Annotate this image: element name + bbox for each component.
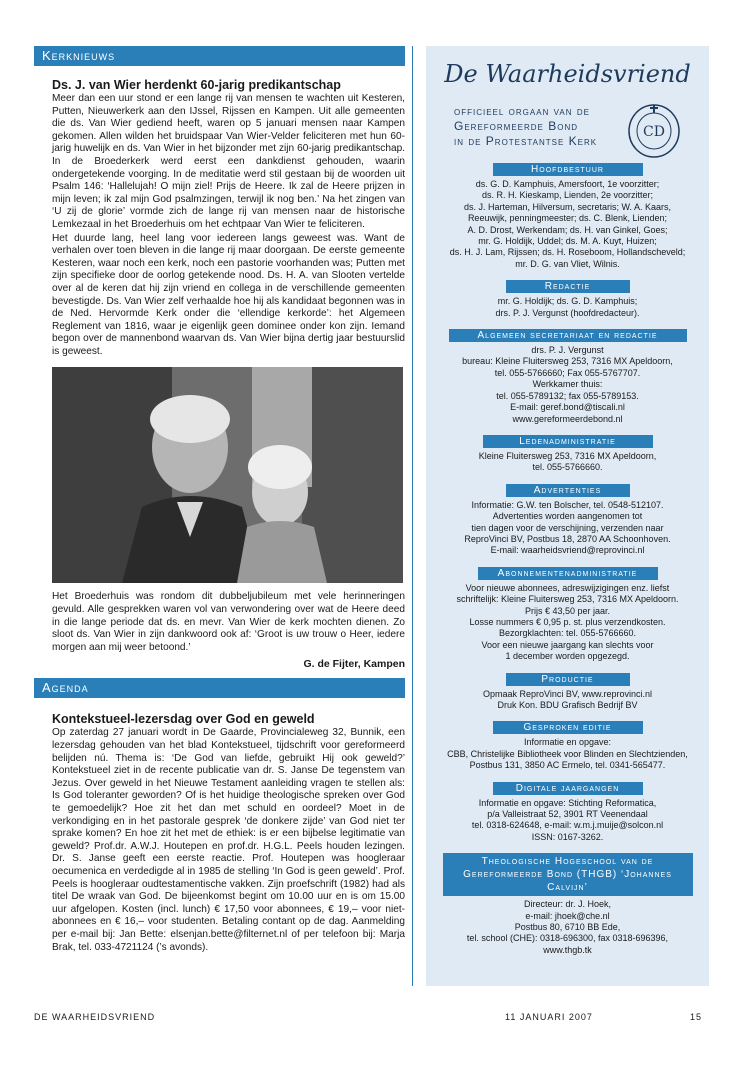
masthead-line: Bezorgklachten: tel. 055-5766660. xyxy=(498,628,637,639)
subtitle-line: Gereformeerde Bond xyxy=(454,119,579,133)
masthead-line: Postbus 80, 6710 BB Ede, xyxy=(514,922,621,933)
masthead-line: schriftelijk: Kleine Fluitersweg 253, 7316 MX Apeldoorn. xyxy=(456,594,679,605)
masthead-section-body xyxy=(426,798,709,844)
masthead-line: tel. 055-5789132; fax 055-5789153. xyxy=(496,390,639,401)
masthead-line: www.gereformeerdebond.nl xyxy=(512,413,623,424)
footer-page-number: 15 xyxy=(690,1012,703,1022)
masthead-line: www.thgb.tk xyxy=(543,944,592,955)
masthead-line: mr. G. Holdijk, Uddel; ds. M. A. Kuyt, Huizen; xyxy=(478,236,657,247)
masthead-line: Reeuwijk, penningmeester; ds. C. Blenk, Lienden; xyxy=(467,213,668,224)
couple-photo-icon xyxy=(52,367,403,583)
masthead-line: Losse nummers € 0,95 p. st. plus verzendkosten. xyxy=(469,616,666,627)
masthead-line: Voor een nieuwe jaargang kan slechts voor xyxy=(481,639,654,650)
masthead-line: E-mail: waarheidsvriend@reprovinci.nl xyxy=(490,545,645,556)
masthead-panel xyxy=(426,46,709,986)
masthead-section-header: Redactie xyxy=(506,280,630,293)
masthead-title: De Waarheidsvriend xyxy=(444,60,691,88)
masthead-section-body xyxy=(426,899,709,956)
masthead-line: ISSN: 0167-3262. xyxy=(531,831,604,842)
masthead-line: ds. J. Harteman, Hilversum, secretaris; W. A. Kaars, xyxy=(463,201,672,212)
masthead-section-body xyxy=(426,689,709,712)
masthead-line: Druk Kon. BDU Grafisch Bedrijf BV xyxy=(497,700,638,710)
photo-caption: Het Broederhuis was rondom dit dubbeljubileum met vele herinneringen gevuld. Alle gesprekken waren vol van verwondering over wat de Heere deed in die lange periode dat ds. en mevr. Van Wier de kerk mochten dienen. Zo sloot ds. Van Wier in zijn dankwoord ook af: ‘Groot is uw trouw o Heer, iedere morgen aan mij weer betoond.’ xyxy=(52,591,405,653)
masthead-sections xyxy=(426,163,709,956)
kerknieuws-header: Kerknieuws xyxy=(34,46,405,66)
masthead-line: Voor nieuwe abonnees, adreswijzigingen enz. liefst xyxy=(465,582,670,593)
masthead-section-header: Ledenadministratie xyxy=(483,435,653,448)
masthead-section-header: Advertenties xyxy=(506,484,630,497)
masthead-line: A. D. Drost, Werkendam; ds. H. van Ginkel, Goes; xyxy=(467,224,668,235)
masthead-line: Opmaak ReproVinci BV, www.reprovinci.nl xyxy=(482,688,653,699)
masthead-section-header: Theologische Hogeschool van de Gereformeerde Bond (THGB) ‘Johannes Calvijn’ xyxy=(443,853,693,896)
masthead-line: ds. R. H. Kieskamp, Lienden, 2e voorzitter; xyxy=(481,190,654,201)
agenda-header: Agenda xyxy=(34,678,405,698)
masthead-line: Prijs € 43,50 per jaar. xyxy=(524,605,611,616)
masthead-line: drs. P. J. Vergunst xyxy=(531,345,604,356)
masthead-section-body xyxy=(426,179,709,270)
article-paragraph-1: Meer dan een uur stond er een lange rij van mensen te wachten uit Kesteren, Putten, Nieuwerkerk aan den IJssel, Rijssen en Kampen. Uit alle gemeenten die ds. Van Wier gediend heeft, waren op 5 januari mensen naar Kampen gekomen. Allen wilden het bruidspaar Van Wier-Velder feliciteren met hun 60-jarig huwelijk en ds. Van Wier in het bijzonder met zijn 60-jarig predikantschap. In de Broederkerk werd eerst een dankdienst gehouden, waarin ondergetekende voorging. In de meditatie werd stil gestaan bij de woorden uit Psalm 146: ‘Hallelujah! O mijn ziel! Prijs de Heere. Ik zal de Heere prijzen in mijn leven; ik zal mijn God psalmzingen, terwijl ik nog ben.’ Na het zingen van ‘U zij de glorie’ vormde zich de lange rij van mensen naar de historische Lemkezaal in het Broederhuis om het echtpaar Van Wier te feliciteren. xyxy=(52,93,405,230)
masthead-section-header: Algemeen secretariaat en redactie xyxy=(449,329,687,342)
masthead-line: tel. 055-5766660; Fax 055-5767707. xyxy=(494,367,641,378)
masthead-subtitle xyxy=(454,104,624,149)
masthead-section-header: Hoofdbestuur xyxy=(493,163,643,176)
masthead-section-body xyxy=(426,583,709,663)
subtitle-line: officieel orgaan van de xyxy=(454,104,590,118)
masthead-line: Advertenties worden aangenomen tot xyxy=(492,511,643,522)
agenda-body: Op zaterdag 27 januari wordt in De Gaarde, Provincialeweg 32, Bunnik, een lezersdag gehouden van het blad Kontekstueel, tijdschrift voor gereformeerd belijden nú. Thema is: ‘De God van liefde, gebruikt Hij ook geweld?’ Kontekstueel ziet in de recente publicatie van dr. S. Janse De tegenstem van Jezus. Over geweld in het Nieuwe Testament aanleiding vragen te stellen als: Is God toleranter geworden? Of is het huidige theologische spreken over God te gemoedelijk? Hoe zit het dan met schuld en oordeel? Moet in de verkondiging en in het pastorale gesprek ‘de donkere zijde’ van God niet ter sprake komen? En hoe zit het met de ethiek: is er een bijbelse legitimatie van geweld? Prof.dr. A.W.J. Houtepen en prof.dr. H.G.L. Peels houden lezingen. Dr. S. Janse geeft een eerste reactie. Prof. Houtepen was hoogleraar oecumenica en verdedigde al in 1985 de stelling ‘In God is geen geweld’. Prof. Peels is hoogleraar oudtestamentische vakken. Zijn proefschrift (1982) had als titel De wraak van God. De bijeenkomst begint om 10.00 uur en is om 15.00 uur afgelopen. Kosten (incl. lunch) € 17,50 voor abonnees, € 19,– voor niet-abonnees en € 16,– voor studenten. Betaling contant op de dag. Aanmelding per e-mail bij: Jan Bette: elsenjan.bette@filternet.nl of per telefoon bij: Marja Brak, tel. 033-4721124 (’s avonds). xyxy=(52,727,405,953)
masthead-section-body xyxy=(426,345,709,425)
masthead-line: 1 december worden opgezegd. xyxy=(505,651,630,662)
masthead-line: Informatie en opgave: xyxy=(523,737,612,748)
masthead-line: tel. 0318-624648, e-mail: w.m.j.muije@solcon.nl xyxy=(471,820,664,831)
masthead-line: mr. D. G. van Vliet, Wilnis. xyxy=(515,258,620,269)
masthead-line: tel. 055-5766660. xyxy=(532,462,603,473)
masthead-line: ds. G. D. Kamphuis, Amersfoort, 1e voorzitter; xyxy=(475,179,660,189)
masthead-section-body xyxy=(426,737,709,771)
masthead-line: mr. G. Holdijk; ds. G. D. Kamphuis; xyxy=(497,296,638,307)
article-paragraph-2: Het duurde lang, heel lang voor iedereen langs geweest was. Want de verhalen over toen bleven in die lange rij maar doorgaan. De eerste gemeente Kesteren, waar noch een kerk, noch een pastorie voorhanden was; Putten met zijn specifieke door de oorlog getekende nood. Ds. H. A. van Slooten vertelde over al de keren dat hij zijn vriend en collega in de verschillende gemeenten bevestigde. Ds. Van Wier zelf verhaalde hoe hij als kandidaat begonnen was in de Ned. Hervormde Kerk onder die ‘ellendige kerkorde’: het Algemeen Reglement van 1816, waar je eigenlijk geen dominee onder kon zijn. Iemand begon over de mannenbond waarvan ds. Van Wier bijna dertig jaar bestuurslid is geweest. xyxy=(52,232,405,357)
masthead-line: drs. P. J. Vergunst (hoofdredacteur). xyxy=(495,307,640,318)
subtitle-line: in de Protestantse Kerk xyxy=(454,134,598,148)
agenda-title: Kontekstueel-lezersdag over God en geweld xyxy=(52,712,315,727)
masthead-line: Kleine Fluitersweg 253, 7316 MX Apeldoorn, xyxy=(478,450,657,461)
left-column xyxy=(34,46,405,954)
footer-date: 11 JANUARI 2007 xyxy=(505,1012,593,1022)
article-title: Ds. J. van Wier herdenkt 60-jarig predikantschap xyxy=(52,78,341,92)
masthead-line: ReproVinci BV, Postbus 18, 2870 AA Schoonhoven. xyxy=(464,533,671,544)
masthead-section-header: Gesproken editie xyxy=(493,721,643,734)
masthead-line: tel. school (CHE): 0318-696300, fax 0318-696396, xyxy=(466,933,669,944)
masthead-line: tien dagen voor de verschijning, verzenden naar xyxy=(471,522,664,533)
masthead-section-header: Productie xyxy=(506,673,630,686)
masthead-line: p/a Valleistraat 52, 3901 RT Veenendaal xyxy=(487,809,648,820)
masthead-line: Directeur: dr. J. Hoek, xyxy=(523,899,612,910)
masthead-line: e-mail: jhoek@che.nl xyxy=(525,910,610,921)
masthead-line: CBB, Christelijke Bibliotheek voor Blinden en Slechtzienden, xyxy=(447,748,688,759)
column-divider xyxy=(412,46,413,986)
masthead-section-header: Digitale jaargangen xyxy=(493,782,643,795)
masthead-line: Werkkamer thuis: xyxy=(532,379,603,390)
masthead-line: E-mail: geref.bond@tiscali.nl xyxy=(510,402,625,413)
seal-icon xyxy=(626,102,682,160)
article-author: G. de Fijter, Kampen xyxy=(303,658,405,671)
masthead-line: Postbus 131, 3850 AC Ermelo, tel. 0341-565477. xyxy=(469,760,666,771)
masthead-section-header: Abonnementenadministratie xyxy=(478,567,658,580)
masthead-section-body xyxy=(426,451,709,474)
masthead-line: Informatie en opgave: Stichting Reformatica, xyxy=(478,797,657,808)
masthead-line: ds. H. J. Lam, Rijssen; ds. H. Roseboom, Hollandscheveld; xyxy=(449,247,686,258)
footer-publication: DE WAARHEIDSVRIEND xyxy=(34,1012,156,1022)
masthead-line: bureau: Kleine Fluitersweg 253, 7316 MX Apeldoorn, xyxy=(462,356,673,367)
masthead-section-body xyxy=(426,500,709,557)
masthead-section-body xyxy=(426,296,709,319)
article-photo xyxy=(52,367,403,583)
seal-text: CD xyxy=(643,124,665,140)
masthead-line: Informatie: G.W. ten Bolscher, tel. 0548-512107. xyxy=(471,499,664,510)
